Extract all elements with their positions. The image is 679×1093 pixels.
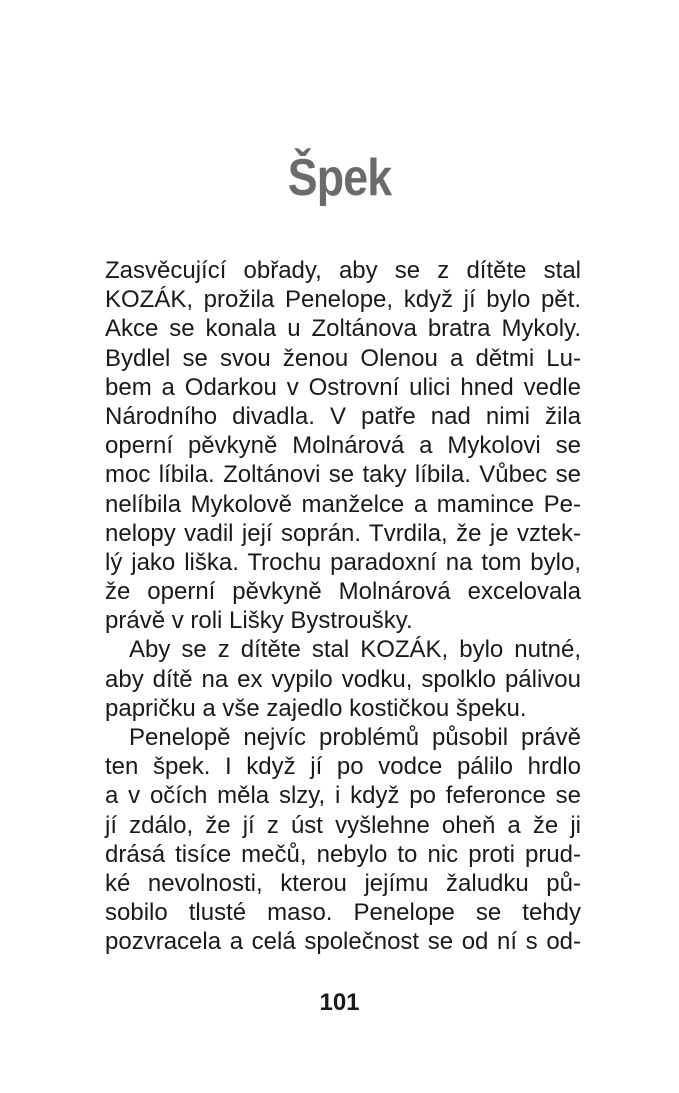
text-line: Penelopě nejvíc problémů působil právě <box>129 724 581 751</box>
text-line: Národního divadla. V patře nad nimi žila <box>105 402 581 430</box>
text-line: Aby se z dítěte stal KOZÁK, bylo nutné, <box>129 636 581 664</box>
text-line: Akce se konala u Zoltánova bratra Mykoly. <box>105 315 581 343</box>
text-line: ten špek. I když jí po vodce pálilo hrdlo <box>105 753 581 781</box>
page-number: 101 <box>319 989 360 1016</box>
chapter-title: Špek <box>287 149 392 207</box>
text-line: moc líbila. Zoltánovi se taky líbila. Vůbec se <box>105 461 581 489</box>
text-line: Bydlel se svou ženou Olenou a dětmi Lu- <box>105 344 581 372</box>
text-line: nelopy vadil její soprán. Tvrdila, že je vztek- <box>105 519 581 547</box>
text-line: bem a Odarkou v Ostrovní ulici hned vedle <box>105 373 581 401</box>
text-line: drásá tisíce mečů, nebylo to nic proti prud- <box>105 840 581 868</box>
text-line: pozvracela a celá společnost se od ní s od- <box>105 928 581 956</box>
text-line: nelíbila Mykolově manželce a mamince Pe- <box>105 490 581 518</box>
text-line: KOZÁK, prožila Penelope, když jí bylo pět. <box>105 286 581 314</box>
text-line: ké nevolnosti, kterou jejímu žaludku pů- <box>105 869 581 897</box>
text-line: sobilo tlusté maso. Penelope se tehdy <box>105 899 581 927</box>
text-line: a v očích měla slzy, i když po feferonce se <box>105 782 581 810</box>
text-line: papričku a vše zajedlo kostičkou špeku. <box>105 694 527 722</box>
text-line: lý jako liška. Trochu paradoxní na tom bylo, <box>105 548 581 576</box>
text-line: Zasvěcující obřady, aby se z dítěte stal <box>105 257 581 284</box>
text-line: aby dítě na ex vypilo vodku, spolklo pálivou <box>105 665 581 693</box>
text-line: operní pěvkyně Molnárová a Mykolovi se <box>105 432 581 460</box>
text-line: že operní pěvkyně Molnárová excelovala <box>105 578 581 606</box>
body-text <box>105 256 581 957</box>
text-line: jí zdálo, že jí z úst vyšlehne oheň a že ji <box>105 811 581 839</box>
text-line: právě v roli Lišky Bystroušky. <box>105 607 413 635</box>
